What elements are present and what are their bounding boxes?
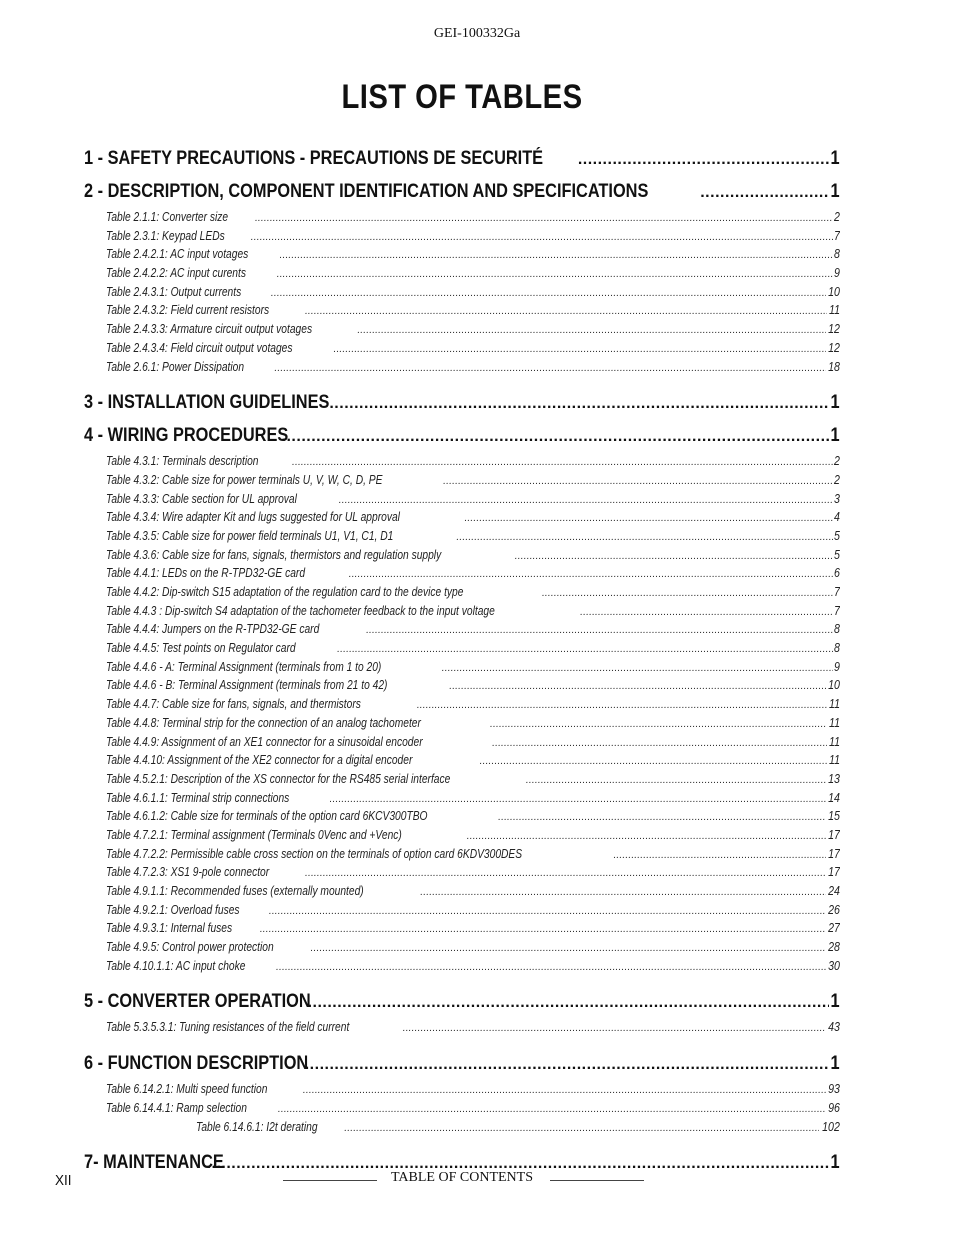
table-title: Table 4.3.4: Wire adapter Kit and lugs suggested for UL approval xyxy=(106,510,400,525)
dot-leader xyxy=(276,959,826,976)
table-title: Table 4.9.1.1: Recommended fuses (externally mounted) xyxy=(106,884,364,898)
table-page-number: 14 xyxy=(828,790,840,805)
toc-table-entry[interactable] xyxy=(84,208,840,227)
section-title: 4 - WIRING PROCEDURES xyxy=(84,425,289,447)
table-title: Table 4.3.6: Cable size for fans, signals, thermistors and regulation supply xyxy=(106,547,442,562)
table-page-number: 11 xyxy=(828,734,840,749)
toc-table-entry[interactable] xyxy=(84,320,840,339)
section-title: 1 - SAFETY PRECAUTIONS - PRECAUTIONS DE SECURITÉ xyxy=(84,148,544,169)
dot-leader xyxy=(417,697,827,714)
table-title: Table 4.9.3.1: Internal fuses xyxy=(106,921,233,936)
table-title: Table 2.4.2.2: AC input curents xyxy=(106,266,246,281)
dot-leader xyxy=(403,1020,826,1037)
table-page-number: 2 xyxy=(834,454,840,469)
dot-leader xyxy=(329,387,829,419)
toc-table-entry[interactable] xyxy=(84,602,840,621)
list-of-tables xyxy=(84,142,840,1179)
table-page-number: 3 xyxy=(834,491,840,506)
document-id: GEI-100332Ga xyxy=(433,26,521,41)
dot-leader xyxy=(260,921,826,938)
table-title: Table 4.4.10: Assignment of the XE2 connector for a digital encoder xyxy=(106,753,413,768)
section-title: 3 - INSTALLATION GUIDELINES xyxy=(84,392,330,414)
page-footer xyxy=(0,1170,954,1190)
table-title: Table 4.5.2.1: Description of the XS connector for the RS485 serial interface xyxy=(106,771,451,786)
toc-table-entry[interactable] xyxy=(84,508,840,527)
toc-table-entry[interactable] xyxy=(84,882,840,901)
table-title: Table 6.14.2.1: Multi speed function xyxy=(106,1082,268,1097)
dot-leader xyxy=(255,210,833,227)
table-page-number: 10 xyxy=(828,678,840,693)
toc-table-entry[interactable] xyxy=(84,358,840,377)
table-page-number: 30 xyxy=(828,958,840,973)
dot-leader xyxy=(349,566,833,583)
dot-leader xyxy=(303,1082,826,1099)
toc-table-entry[interactable] xyxy=(84,1018,840,1037)
table-page-number: 7 xyxy=(834,228,840,243)
table-title: Table 4.4.5: Test points on Regulator card xyxy=(106,641,296,656)
table-page-number: 9 xyxy=(834,659,840,674)
dot-leader xyxy=(251,229,833,246)
dot-leader xyxy=(305,865,826,882)
dot-leader xyxy=(492,735,827,752)
toc-table-entry[interactable] xyxy=(84,283,840,302)
dot-leader xyxy=(490,716,827,733)
table-page-number: 7 xyxy=(834,585,840,599)
table-page-number: 102 xyxy=(822,1119,840,1134)
toc-table-entry[interactable] xyxy=(84,564,840,583)
toc-table-entry[interactable] xyxy=(84,1099,840,1118)
section-title: 7- MAINTENANCE xyxy=(84,1152,224,1174)
toc-table-entry[interactable] xyxy=(84,620,840,639)
table-title: Table 2.4.3.1: Output currents xyxy=(106,284,242,299)
dot-leader xyxy=(613,847,826,864)
toc-table-entry[interactable] xyxy=(84,452,840,471)
dot-leader xyxy=(277,266,833,283)
toc-section-entry[interactable] xyxy=(84,1047,840,1080)
section-page-number: 1 xyxy=(830,392,840,414)
table-title: Table 4.3.5: Cable size for power field terminals U1, V1, C1, D1 xyxy=(106,528,394,543)
toc-table-entry[interactable] xyxy=(84,845,840,864)
toc-table-entry[interactable] xyxy=(84,901,840,920)
toc-table-entry[interactable] xyxy=(84,527,840,546)
toc-section-entry[interactable] xyxy=(84,985,840,1018)
table-page-number: 8 xyxy=(834,247,840,262)
dot-leader xyxy=(308,986,830,1018)
section-page-number: 1 xyxy=(830,1053,840,1075)
table-page-number: 5 xyxy=(834,547,840,562)
table-page-number: 11 xyxy=(828,715,840,730)
toc-section-entry[interactable] xyxy=(84,419,840,452)
dot-leader xyxy=(442,660,833,677)
table-title: Table 4.7.2.3: XS1 9-pole connector xyxy=(106,865,270,880)
section-page-number: 1 xyxy=(830,425,840,447)
toc-table-entry[interactable] xyxy=(84,826,840,845)
toc-section-entry[interactable] xyxy=(84,175,840,208)
dot-leader xyxy=(456,529,833,546)
toc-table-entry[interactable] xyxy=(84,714,840,733)
table-page-number: 5 xyxy=(834,528,840,543)
table-title: Table 6.14.4.1: Ramp selection xyxy=(106,1100,247,1115)
table-title: Table 6.14.6.1: I2t derating xyxy=(196,1119,318,1134)
table-title: Table 4.7.2.2: Permissible cable cross section on the terminals of option card 6KDV300DES xyxy=(106,846,523,861)
table-page-number: 4 xyxy=(834,510,840,525)
section-title: 6 - FUNCTION DESCRIPTION xyxy=(84,1053,309,1075)
toc-table-entry[interactable] xyxy=(84,807,840,826)
table-page-number: 11 xyxy=(828,303,840,318)
toc-table-entry[interactable] xyxy=(84,919,840,938)
toc-table-entry[interactable] xyxy=(84,264,840,283)
dot-leader xyxy=(580,604,833,621)
dot-leader xyxy=(278,1101,826,1118)
table-title: Table 4.10.1.1: AC input choke xyxy=(106,958,246,973)
dot-leader xyxy=(578,143,830,175)
dot-leader xyxy=(305,303,827,320)
table-page-number: 11 xyxy=(828,697,840,712)
table-title: Table 4.6.1.1: Terminal strip connections xyxy=(106,790,290,805)
toc-table-entry[interactable] xyxy=(84,245,840,264)
table-page-number: 93 xyxy=(828,1082,840,1097)
table-title: Table 4.4.2: Dip-switch S15 adaptation of the regulation card to the device type xyxy=(106,585,464,599)
dot-leader xyxy=(305,1048,830,1080)
toc-table-entry[interactable] xyxy=(84,733,840,752)
dot-leader xyxy=(515,548,833,565)
dot-leader xyxy=(700,176,829,208)
table-title: Table 4.4.7: Cable size for fans, signals, and thermistors xyxy=(106,697,361,712)
dot-leader xyxy=(467,828,826,845)
toc-table-entry[interactable] xyxy=(84,339,840,358)
toc-table-entry[interactable] xyxy=(84,490,840,509)
table-page-number: 11 xyxy=(828,753,840,768)
dot-leader xyxy=(480,753,827,770)
dot-leader xyxy=(443,473,833,490)
toc-table-entry[interactable] xyxy=(84,751,840,770)
table-page-number: 13 xyxy=(828,771,840,786)
table-page-number: 7 xyxy=(834,603,840,618)
table-page-number: 26 xyxy=(828,902,840,917)
dot-leader xyxy=(366,622,833,639)
table-page-number: 17 xyxy=(828,846,840,861)
dot-leader xyxy=(311,940,827,957)
table-title: Table 2.4.2.1: AC input votages xyxy=(106,247,249,262)
table-title: Table 2.4.3.2: Field current resistors xyxy=(106,303,270,318)
table-title: Table 4.4.6 - B: Terminal Assignment (terminals from 21 to 42) xyxy=(106,678,388,693)
table-title: Table 2.4.3.4: Field circuit output votages xyxy=(106,340,293,355)
toc-table-entry[interactable] xyxy=(84,583,840,602)
section-page-number: 1 xyxy=(830,181,840,202)
table-title: Table 4.3.2: Cable size for power terminals U, V, W, C, D, PE xyxy=(106,472,383,487)
table-page-number: 12 xyxy=(828,340,840,355)
section-page-number: 1 xyxy=(830,1152,840,1174)
table-title: Table 4.7.2.1: Terminal assignment (Terminals 0Venc and +Venc) xyxy=(106,827,402,842)
table-title: Table 4.9.5: Control power protection xyxy=(106,940,274,955)
table-title: Table 4.4.1: LEDs on the R-TPD32-GE card xyxy=(106,566,306,581)
dot-leader xyxy=(344,1120,819,1137)
toc-table-entry[interactable] xyxy=(84,957,840,976)
toc-table-entry[interactable] xyxy=(84,301,840,320)
dot-leader xyxy=(333,341,826,358)
section-title: 5 - CONVERTER OPERATION xyxy=(84,991,311,1013)
table-title: Table 4.4.6 - A: Terminal Assignment (terminals from 1 to 20) xyxy=(106,659,382,674)
toc-table-entry[interactable] xyxy=(84,863,840,882)
toc-table-entry[interactable] xyxy=(84,695,840,714)
toc-table-entry[interactable] xyxy=(84,471,840,490)
table-page-number: 17 xyxy=(828,827,840,842)
toc-table-entry[interactable] xyxy=(84,789,840,808)
table-title: Table 4.6.1.2: Cable size for terminals of the option card 6KCV300TBO xyxy=(106,809,428,824)
table-title: Table 4.4.3 : Dip-switch S4 adaptation of the tachometer feedback to the input voltage xyxy=(106,603,495,618)
section-page-number: 1 xyxy=(830,148,840,169)
dot-leader xyxy=(464,510,833,527)
dot-leader xyxy=(357,322,826,339)
dot-leader xyxy=(330,791,827,808)
table-title: Table 2.1.1: Converter size xyxy=(106,210,229,224)
table-title: Table 4.4.4: Jumpers on the R-TPD32-GE card xyxy=(106,622,320,637)
toc-table-entry[interactable] xyxy=(84,658,840,677)
dot-leader xyxy=(339,492,833,509)
table-page-number: 17 xyxy=(828,865,840,880)
toc-table-entry[interactable] xyxy=(84,770,840,789)
table-page-number: 12 xyxy=(828,322,840,337)
dot-leader xyxy=(337,641,833,658)
dot-leader xyxy=(292,454,833,471)
table-title: Table 2.6.1: Power Dissipation xyxy=(106,359,245,374)
table-page-number: 9 xyxy=(834,266,840,281)
dot-leader xyxy=(269,903,826,920)
dot-leader xyxy=(280,247,834,264)
dot-leader xyxy=(498,809,826,826)
page-number: XII xyxy=(55,1172,72,1189)
toc-table-entry[interactable] xyxy=(84,639,840,658)
dot-leader xyxy=(420,884,826,901)
toc-section-entry[interactable] xyxy=(84,386,840,419)
table-title: Table 2.4.3.3: Armature circuit output votages xyxy=(106,322,313,337)
table-title: Table 4.4.8: Terminal strip for the connection of an analog tachometer xyxy=(106,715,421,730)
dot-leader xyxy=(274,360,826,377)
table-page-number: 96 xyxy=(828,1100,840,1115)
page-title: LIST OF TABLES xyxy=(341,78,583,116)
toc-table-entry[interactable] xyxy=(84,1118,840,1137)
table-page-number: 27 xyxy=(828,921,840,936)
toc-table-entry[interactable] xyxy=(84,546,840,565)
table-title: Table 2.3.1: Keypad LEDs xyxy=(106,228,225,243)
table-page-number: 10 xyxy=(828,284,840,299)
toc-table-entry[interactable] xyxy=(84,1080,840,1099)
table-page-number: 28 xyxy=(828,940,840,955)
table-page-number: 15 xyxy=(828,809,840,824)
table-title: Table 4.9.2.1: Overload fuses xyxy=(106,902,240,917)
table-title: Table 4.3.3: Cable section for UL approval xyxy=(106,491,297,506)
table-page-number: 2 xyxy=(834,472,840,487)
dot-leader xyxy=(526,772,826,789)
toc-table-entry[interactable] xyxy=(84,676,840,695)
toc-table-entry[interactable] xyxy=(84,227,840,246)
table-title: Table 4.3.1: Terminals description xyxy=(106,454,259,469)
table-page-number: 2 xyxy=(834,210,840,224)
dot-leader xyxy=(271,285,826,302)
toc-table-entry[interactable] xyxy=(84,938,840,957)
toc-section-entry[interactable] xyxy=(84,142,840,175)
table-page-number: 8 xyxy=(834,641,840,656)
section-page-number: 1 xyxy=(830,991,840,1013)
table-page-number: 43 xyxy=(828,1020,840,1035)
table-page-number: 24 xyxy=(828,884,840,898)
footer-rule-right xyxy=(550,1180,644,1181)
dot-leader xyxy=(282,420,830,452)
table-page-number: 18 xyxy=(828,359,840,374)
table-page-number: 8 xyxy=(834,622,840,637)
table-title: Table 5.3.5.3.1: Tuning resistances of the field current xyxy=(106,1020,350,1035)
dot-leader xyxy=(449,678,826,695)
table-title: Table 4.4.9: Assignment of an XE1 connector for a sinusoidal encoder xyxy=(106,734,423,749)
section-title: 2 - DESCRIPTION, COMPONENT IDENTIFICATION AND SPECIFICATIONS xyxy=(84,181,649,202)
dot-leader xyxy=(542,585,833,602)
footer-title: TABLE OF CONTENTS xyxy=(391,1170,533,1185)
table-page-number: 6 xyxy=(834,566,840,581)
